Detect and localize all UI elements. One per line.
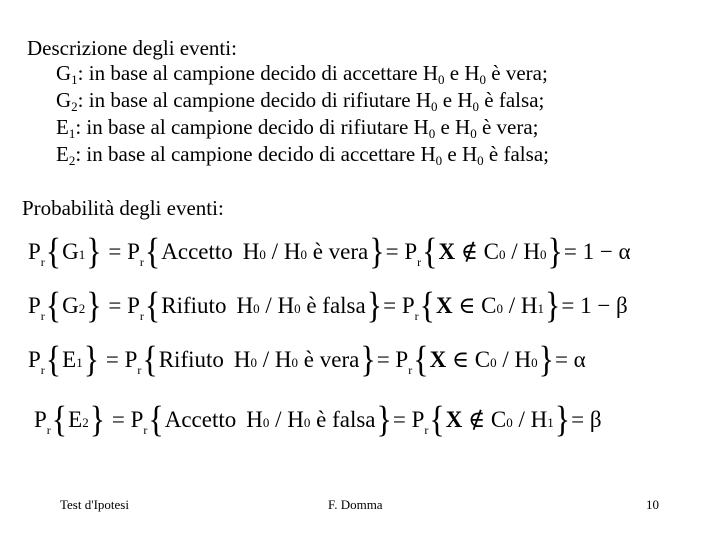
formula-g1: $P_r$ { G 1 } = $P_r$ { Accetto H 0 / H 0 è vera } = $P_r$ { X ∉ C 0 / H 0 } = 1 − α <box>28 230 631 272</box>
footer-title: Test d'Ipotesi <box>60 497 129 512</box>
events-heading: Descrizione degli eventi: <box>27 36 237 60</box>
event-e2: $E_2$: in base al campione decido di accettare $H_0$ e $H_0$ è falsa; <box>56 142 549 168</box>
footer-author: F. Domma <box>328 497 383 512</box>
page-number: 10 <box>646 497 659 512</box>
event-g2: $G_2$: in base al campione decido di rifiutare $H_0$ e $H_0$ è falsa; <box>56 88 545 114</box>
formula-e1: $P_r$ { E 1 } = $P_r$ { Rifiuto H 0 / H 0 è vera } = $P_r$ { X ∈ C 0 / H 0 } = α <box>28 338 586 380</box>
formula-g2: $P_r$ { G 2 } = $P_r$ { Rifiuto H 0 / H 0 è falsa } = $P_r$ { X ∈ C 0 / H 1 } = 1 − β <box>28 284 628 326</box>
event-g1: $G_1$: in base al campione decido di accettare $H_0$ e $H_0$ è vera; <box>56 61 548 87</box>
prob-heading: Probabilità degli eventi: <box>22 196 224 220</box>
event-e1: $E_1$: in base al campione decido di rifiutare $H_0$ e $H_0$ è vera; <box>56 115 539 141</box>
formula-e2: $P_r$ { E 2 } = $P_r$ { Accetto H 0 / H 0 è falsa } = $P_r$ { X ∉ C 0 / H 1 } = β <box>34 398 602 440</box>
